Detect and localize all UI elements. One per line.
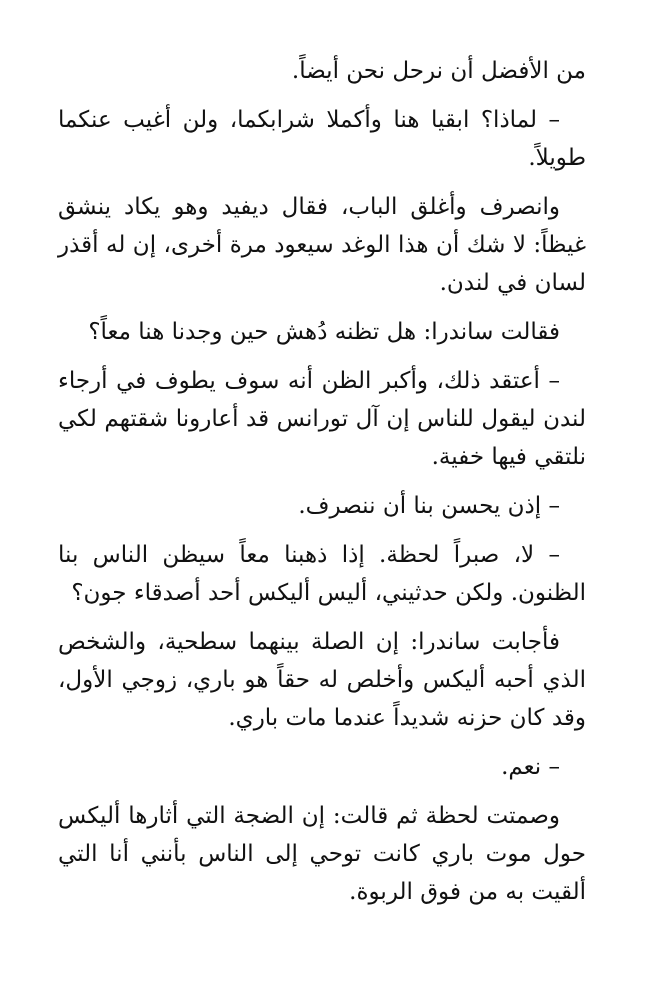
paragraph-6: – إذن يحسن بنا أن ننصرف. [298, 493, 560, 519]
paragraph-5: – أعتقد ذلك، وأكبر الظن أنه سوف يطوف في أرجاء لندن ليقول للناس إن آل تورانس قد أعارونا شقتهم لكي نلتقي فيها خفية. [58, 368, 586, 470]
book-page [58, 52, 586, 922]
paragraph-10: وصمتت لحظة ثم قالت: إن الضجة التي أثارها أليكس حول موت باري كانت توحي إلى الناس بأنني أنا التي ألقيت به من فوق الربوة. [58, 803, 586, 905]
paragraph-4: فقالت ساندرا: هل تظنه دُهش حين وجدنا هنا معاً؟ [88, 319, 560, 345]
paragraph-1: من الأفضل أن نرحل نحن أيضاً. [291, 58, 586, 84]
paragraph-7: – لا، صبراً لحظة. إذا ذهبنا معاً سيظن الناس بنا الظنون. ولكن حدثيني، أليس أليكس أحد أصدقاء جون؟ [58, 542, 586, 606]
paragraph-9: – نعم. [501, 754, 560, 780]
paragraph-3: وانصرف وأغلق الباب، فقال ديفيد وهو يكاد ينشق غيظاً: لا شك أن هذا الوغد سيعود مرة أخرى، إن له أقذر لسان في لندن. [58, 194, 586, 296]
paragraph-2: – لماذا؟ ابقيا هنا وأكملا شرابكما، ولن أغيب عنكما طويلاً. [58, 107, 586, 171]
paragraph-8: فأجابت ساندرا: إن الصلة بينهما سطحية، والشخص الذي أحبه أليكس وأخلص له حقاً هو باري، زوجي الأول، وقد كان حزنه شديداً عندما مات باري. [58, 629, 586, 731]
